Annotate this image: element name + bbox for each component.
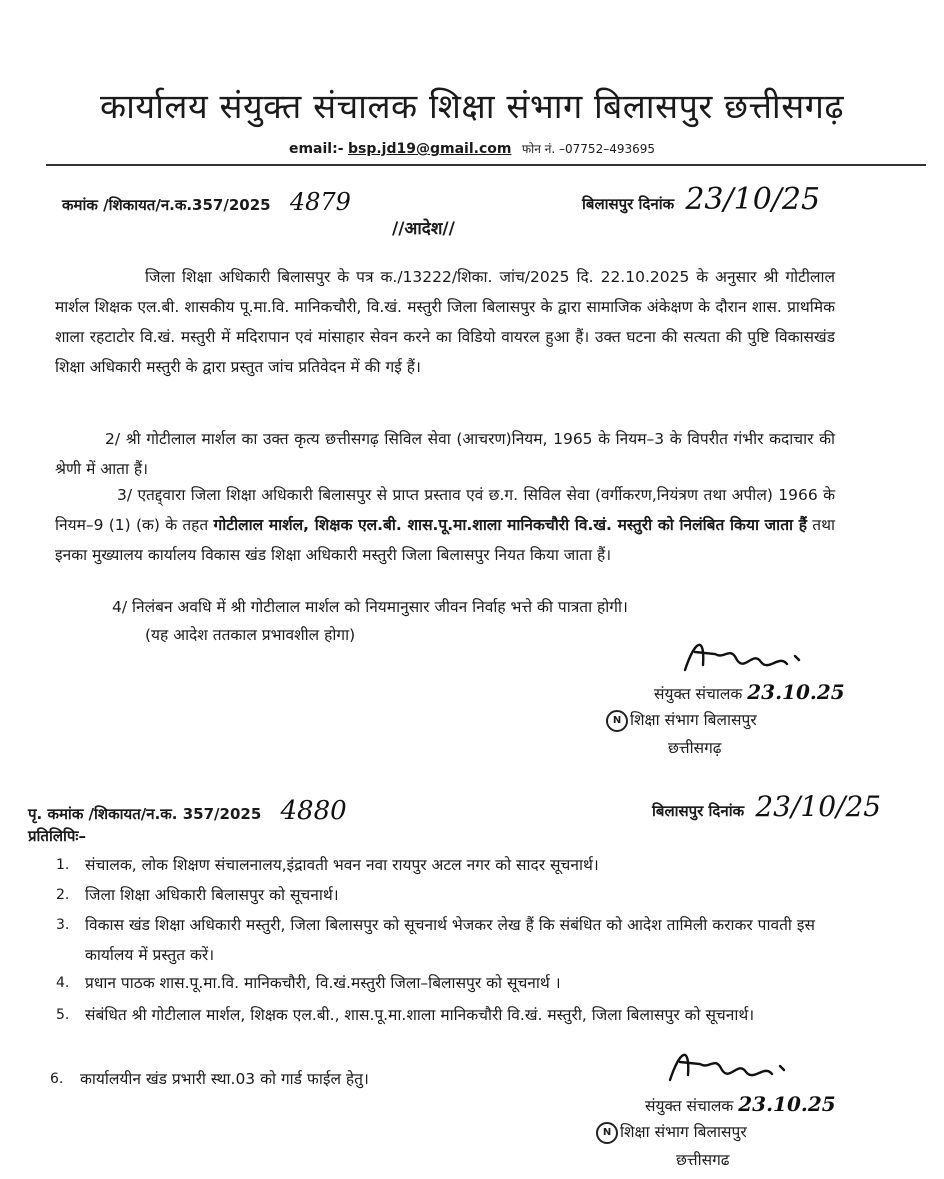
copy-number-handwritten: 4880 (280, 796, 347, 826)
signatory-dept-line-1 (606, 706, 757, 734)
header-divider (46, 164, 926, 166)
list-item-number: 6. (50, 1071, 64, 1087)
list-item-number: 5. (56, 1007, 70, 1023)
signatory-designation-1: संयुक्त संचालक (654, 685, 743, 703)
order-date-line (582, 182, 820, 217)
list-item-number: 4. (56, 975, 70, 991)
copy-date-handwritten: 23/10/25 (755, 790, 882, 823)
signatory-dept-2: शिक्षा संभाग बिलासपुर (620, 1123, 747, 1141)
signature-date-2: 23.10.25 (738, 1092, 836, 1116)
list-item-number: 3. (56, 917, 70, 933)
copy-date-label: बिलासपुर दिनांक (652, 802, 745, 820)
order-ref: कमांक /शिकायत/न.क.357/2025 (62, 196, 271, 214)
para3-part-a: 3/ एतद्द्वारा जिला शिक्षा अधिकारी बिलासपुर से प्राप्त प्रस्ताव एवं छ.ग. सिविल सेवा (वर्गीकरण,नियंत्रण तथा अपील) 1966 के नियम–9 (1) (क) के तहत (55, 486, 835, 534)
order-paragraph-2: 2/ श्री गोटीलाल मार्शल का उक्त कृत्य छत्तीसगढ़ सिविल सेवा (आचरण)नियम, 1965 के नियम–3 के विपरीत गंभीर कदाचार की श्रेणी में आता हैं। (55, 430, 835, 478)
para3-part-b: तथा इनका मुख्यालय कार्यालय विकास खंड शिक्षा अधिकारी मस्तुरी जिला बिलासपुर नियत किया जाता हैं। (55, 516, 836, 564)
order-number-handwritten: 4879 (289, 188, 351, 216)
order-paragraph-4: 4/ निलंबन अवधि में श्री गोटीलाल मार्शल को नियमानुसार जीवन निर्वाह भत्ते की पात्रता होगी। (112, 598, 628, 616)
list-item-number: 2. (56, 887, 70, 903)
order-title: //आदेश// (392, 219, 455, 239)
contact-line (0, 140, 944, 157)
list-item (0, 850, 944, 880)
list-item-text: संबंधित श्री गोटीलाल मार्शल, शिक्षक एल.बी., शास.पू.मा.शाला मानिकचौरी वि.खं. मस्तुरी, जिला बिलासपुर को सूचनार्थ। (85, 1006, 755, 1024)
signature-date-1: 23.10.25 (747, 680, 845, 704)
signature-block-2 (645, 1090, 836, 1120)
list-item-text: जिला शिक्षा अधिकारी बिलासपुर को सूचनार्थ। (85, 886, 339, 904)
signatory-dept-line-2 (596, 1118, 747, 1146)
list-item-number: 1. (56, 857, 70, 873)
signature-block-1 (654, 678, 845, 708)
list-item (0, 910, 944, 970)
list-item-text: कार्यालयीन खंड प्रभारी स्था.03 को गार्ड फाईल हेतु। (80, 1070, 369, 1088)
list-item-text: विकास खंड शिक्षा अधिकारी मस्तुरी, जिला बिलासपुर को सूचनार्थ भेजकर लेख हैं कि संबंधित को आदेश तामिली कराकर पावती इस कार्यालय में प्रस्तुत करें। (85, 916, 815, 964)
signatory-state-1: छत्तीसगढ़ (668, 739, 722, 757)
email-address[interactable]: bsp.jd19@gmail.com (347, 141, 512, 157)
order-paragraph-1: जिला शिक्षा अधिकारी बिलासपुर के पत्र क./13222/शिका. जांच/2025 दि. 22.10.2025 के अनुसार श्री गोटीलाल मार्शल शिक्षक एल.बी. शासकीय पू.मा.वि. मानिकचौरी, वि.खं. मस्तुरी जिला बिलासपुर के द्वारा सामाजिक अंकेक्षण के दौरान शास. प्राथमिक शाला रहटाटोर वि.खं. मस्तुरी में मदिरापान एवं मांसाहार सेवन करने का विडियो वायरल हुआ हैं। उक्त घटना की सत्यता की पुष्टि विकासखंड शिक्षा अधिकारी मस्तुरी के द्वारा प्रस्तुत जांच प्रतिवेदन में की गई हैं। (55, 268, 835, 376)
seal-icon: N (596, 1122, 618, 1144)
order-date-handwritten: 23/10/25 (685, 182, 821, 217)
signatory-dept-1: शिक्षा संभाग बिलासपुर (630, 711, 757, 729)
seal-icon: N (606, 710, 628, 732)
order-date-label: बिलासपुर दिनांक (582, 195, 675, 213)
signatory-state-2: छत्तीसगढ (676, 1151, 730, 1169)
order-effective-note: (यह आदेश ततकाल प्रभावशील होगा) (145, 626, 356, 644)
copy-ref-line (28, 796, 347, 826)
list-item (0, 880, 944, 910)
copy-heading: प्रतिलिपिः– (28, 827, 86, 845)
suspension-statement: गोटीलाल मार्शल, शिक्षक एल.बी. शास.पू.मा.शाला मानिकचौरी वि.खं. मस्तुरी को निलंबित किया जाता हैं (213, 516, 807, 534)
copy-ref: पृ. कमांक /शिकायत/न.क. 357/2025 (28, 805, 262, 823)
email-label: email:- (288, 141, 344, 157)
phone-number: फोन नं. –07752–493695 (521, 142, 656, 156)
order-ref-line (62, 188, 351, 216)
list-item-text: प्रधान पाठक शास.पू.मा.वि. मानिकचौरी, वि.खं.मस्तुरी जिला–बिलासपुर को सूचनार्थ । (85, 974, 561, 992)
list-item-text: संचालक, लोक शिक्षण संचालनालय,इंद्रावती भवन नवा रायपुर अटल नगर को सादर सूचनार्थ। (85, 856, 599, 874)
office-title: कार्यालय संयुक्त संचालक शिक्षा संभाग बिलासपुर छत्तीसगढ़ (99, 87, 845, 127)
copy-date-line (652, 790, 881, 823)
order-paragraph-3 (55, 480, 835, 570)
list-item (0, 968, 944, 998)
signatory-designation-2: संयुक्त संचालक (645, 1097, 734, 1115)
